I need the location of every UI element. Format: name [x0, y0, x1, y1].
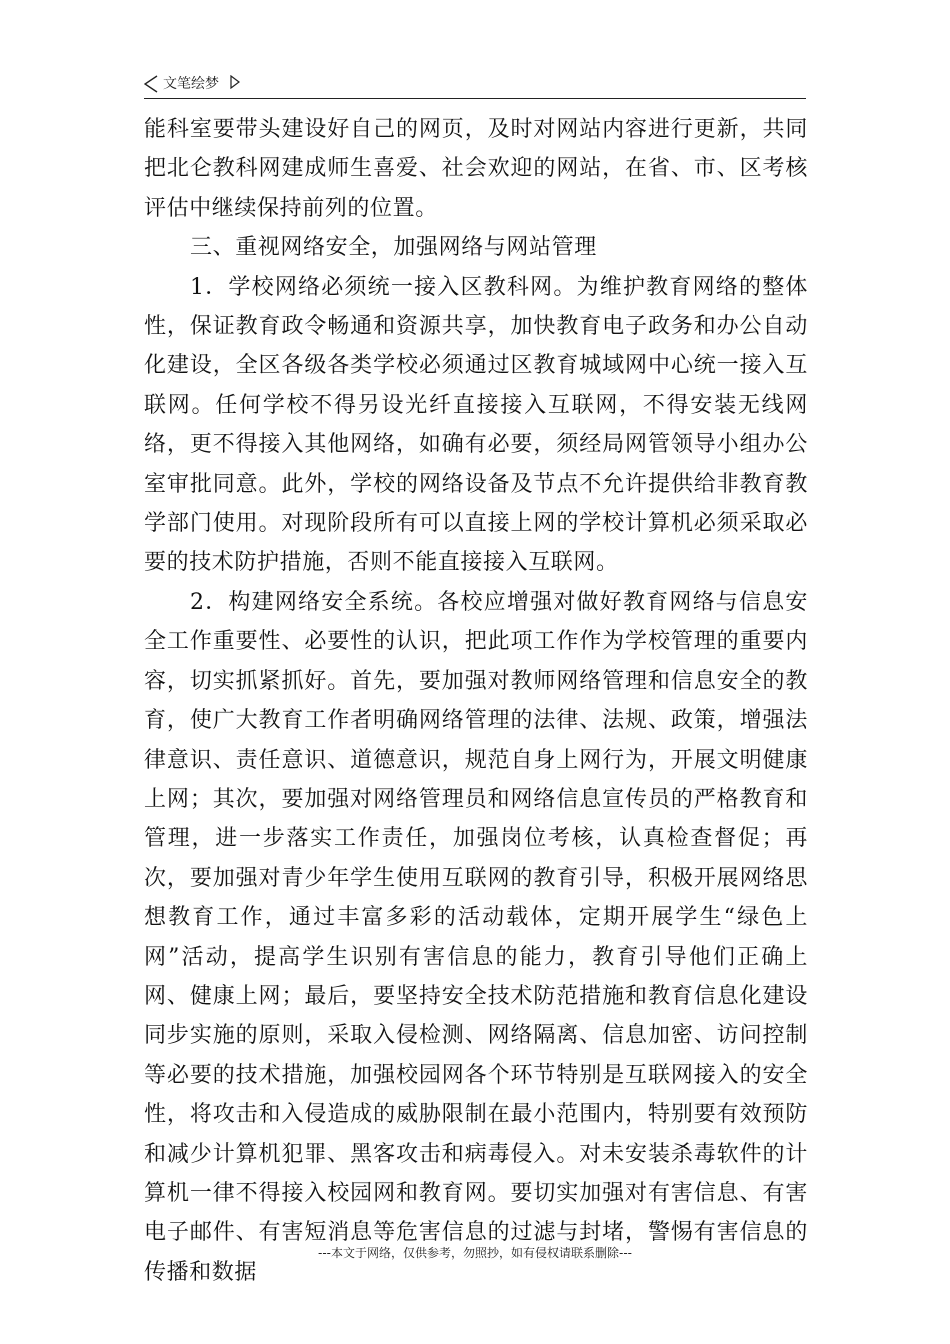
paragraph-network-access: 1．学校网络必须统一接入区教科网。为维护教育网络的整体性，保证教育政令畅通和资源共享，加快教育电子政务和办公自动化建设，全区各级各类学校必须通过区教育城域网中心统一接入互联网。任何学校不得另设光纤直接接入互联网，不得安装无线网络，更不得接入其他网络，如确有必要，须经局网管领导小组办公室审批同意。此外，学校的网络设备及节点不允许提供给非教育教学部门使用。对现阶段所有可以直接上网的学校计算机必须采取必要的技术防护措施，否则不能直接接入互联网。 — [144, 274, 808, 576]
section-heading: 三、重视网络安全，加强网络与网站管理 — [190, 235, 597, 261]
triangle-right-outline-icon — [230, 75, 240, 89]
paragraph-security-system: 2．构建网络安全系统。各校应增强对做好教育网络与信息安全工作重要性、必要性的认识，把此项工作作为学校管理的重要内容，切实抓紧抓好。首先，要加强对教师网络管理和信息安全的教育，使广大教育工作者明确网络管理的法律、法规、政策，增强法律意识、责任意识、道德意识，规范自身上网行为，开展文明健康上网；其次，要加强对网络管理员和网络信息宣传员的严格教育和管理，进一步落实工作责任，加强岗位考核，认真检查督促；再次，要加强对青少年学生使用互联网的教育引导，积极开展网络思想教育工作，通过丰富多彩的活动载体，定期开展学生“绿色上网”活动，提高学生识别有害信息的能力，教育引导他们正确上网、健康上网；最后，要坚持安全技术防范措施和教育信息化建设同步实施的原则，采取入侵检测、网络隔离、信息加密、访问控制等必要的技术措施，加强校园网各个环节特别是互联网接入的安全性，将攻击和入侵造成的威胁限制在最小范围内，特别要有效预防和减少计算机犯罪、黑客攻击和病毒侵入。对未安装杀毒软件的计算机一律不得接入校园网和教育网。要切实加强对有害信息、有害电子邮件、有害短消息等危害信息的过滤与封堵，警惕有害信息的传播和数据 — [144, 589, 808, 1285]
page-header — [144, 72, 806, 99]
document-body — [144, 110, 808, 1292]
page-footer-disclaimer: ---本文于网络，仅供参考，勿照抄，如有侵权请联系删除--- — [318, 1246, 632, 1260]
triangle-left-outline-icon — [144, 75, 158, 93]
header-title: 文笔绘梦 — [163, 76, 219, 92]
paragraph-continuation: 能科室要带头建设好自己的网页，及时对网站内容进行更新，共同把北仑教科网建成师生喜爱、社会欢迎的网站，在省、市、区考核评估中继续保持前列的位置。 — [144, 117, 808, 221]
